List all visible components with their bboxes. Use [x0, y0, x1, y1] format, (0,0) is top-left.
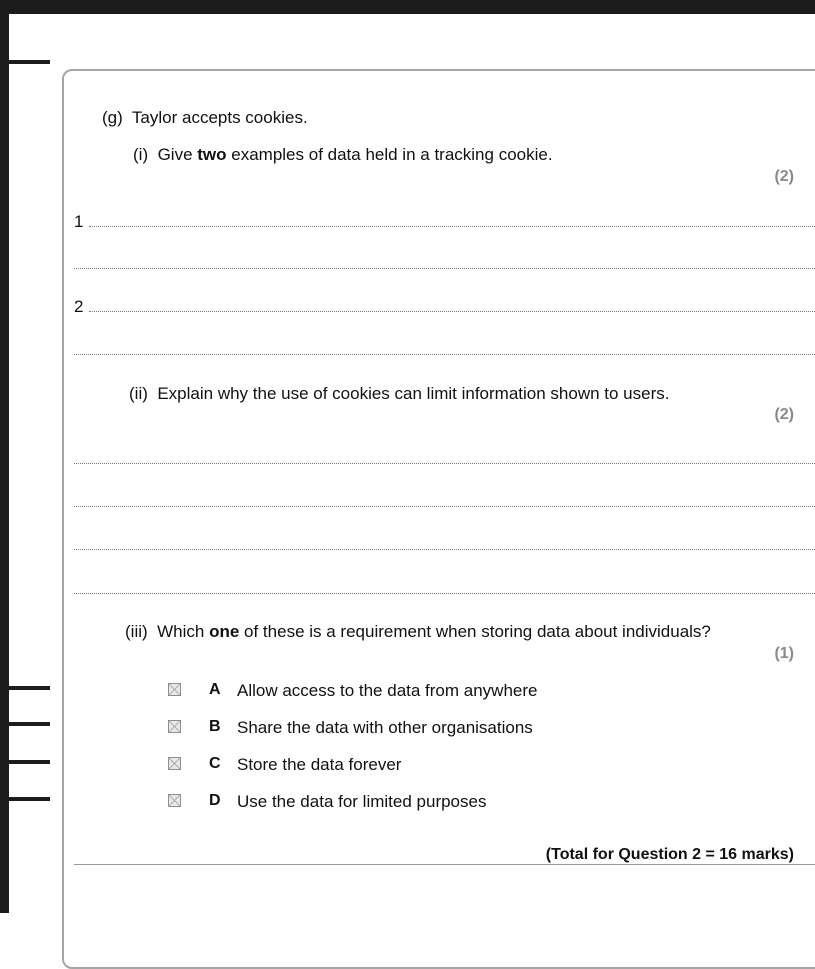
part-i-marks: (2)	[774, 168, 794, 185]
answer-number-2: 2	[74, 297, 84, 316]
option-b-text: Share the data with other organisations	[237, 718, 533, 737]
part-i-question	[133, 145, 553, 165]
option-b-checkbox[interactable]	[168, 720, 181, 733]
part-iii-question	[125, 622, 711, 642]
part-iii-text-after: of these is a requirement when storing data about individuals?	[239, 622, 711, 641]
answer-line[interactable]	[74, 354, 815, 355]
part-iii-text-before: Which	[157, 622, 210, 641]
answer-number-1: 1	[74, 212, 84, 231]
question-total: (Total for Question 2 = 16 marks)	[545, 846, 794, 863]
question-g	[102, 108, 308, 128]
part-ii-marks: (2)	[774, 406, 794, 423]
option-d-letter: D	[209, 792, 221, 809]
option-a-text: Allow access to the data from anywhere	[237, 681, 538, 700]
answer-line[interactable]	[74, 268, 815, 269]
answer-line[interactable]	[74, 463, 815, 464]
part-i-text-bold: two	[197, 145, 227, 164]
part-ii-text: Explain why the use of cookies can limit information shown to users.	[157, 384, 670, 403]
answer-line[interactable]	[74, 593, 815, 594]
part-ii-question	[129, 384, 669, 404]
option-c-text: Store the data forever	[237, 755, 402, 774]
option-b-letter: B	[209, 718, 221, 735]
total-rule	[74, 864, 815, 865]
margin-mark	[9, 797, 50, 801]
margin-mark	[9, 760, 50, 764]
answer-line[interactable]	[89, 311, 815, 312]
option-a-letter: A	[209, 681, 221, 698]
part-i-text-before: Give	[157, 145, 198, 164]
answer-line[interactable]	[74, 506, 815, 507]
top-dark-border	[0, 0, 815, 14]
answer-line[interactable]	[74, 549, 815, 550]
left-dark-border	[0, 14, 9, 913]
question-g-label: (g)	[102, 108, 123, 127]
margin-mark	[9, 60, 50, 64]
option-d-checkbox[interactable]	[168, 794, 181, 807]
option-a-checkbox[interactable]	[168, 683, 181, 696]
option-c-letter: C	[209, 755, 221, 772]
part-ii-label: (ii)	[129, 384, 148, 403]
part-iii-text-bold: one	[209, 622, 240, 641]
part-i-label: (i)	[133, 145, 149, 164]
margin-mark	[9, 686, 50, 690]
margin-mark	[9, 722, 50, 726]
part-iii-marks: (1)	[774, 645, 794, 662]
answer-line[interactable]	[89, 226, 815, 227]
option-c-checkbox[interactable]	[168, 757, 181, 770]
question-g-stem: Taylor accepts cookies.	[131, 108, 308, 127]
question-frame	[62, 69, 815, 969]
part-iii-label: (iii)	[125, 622, 148, 641]
option-d-text: Use the data for limited purposes	[237, 792, 487, 811]
part-i-text-after: examples of data held in a tracking cookie.	[226, 145, 553, 164]
